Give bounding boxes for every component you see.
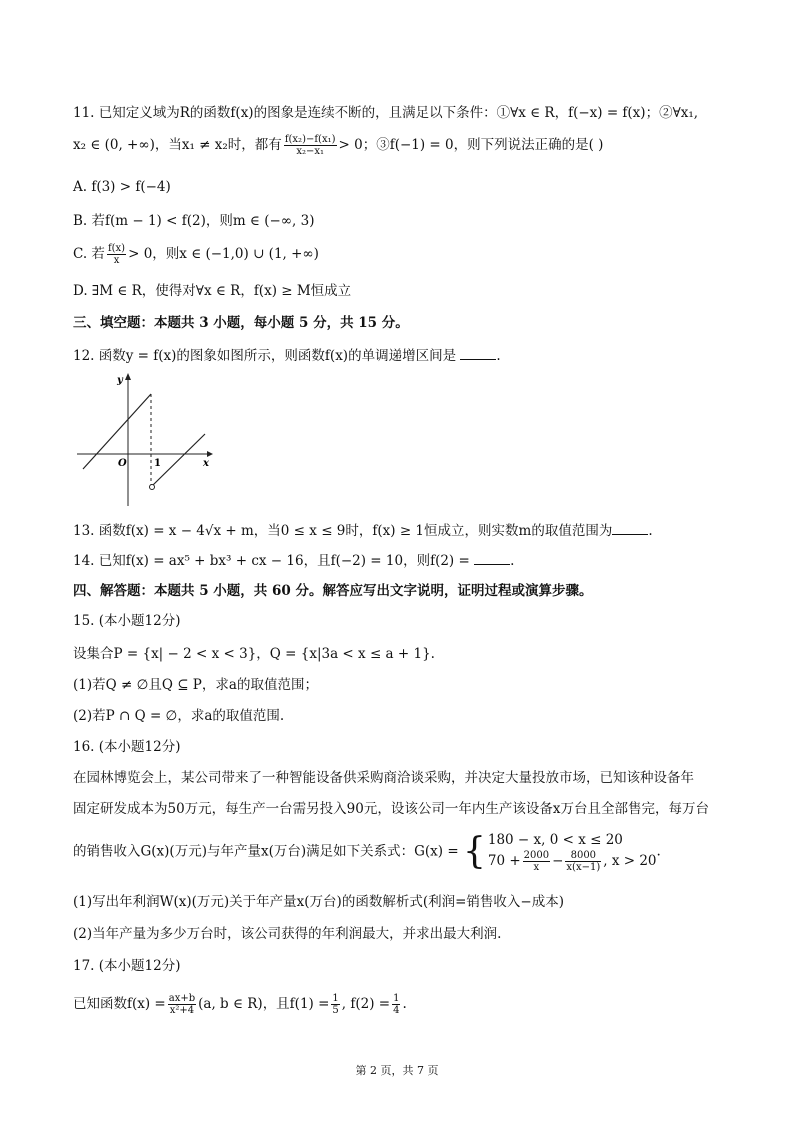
q11-frac-den: x₂−x₁	[296, 146, 324, 157]
q16-line5: (2)当年产量为多少万台时，该公司获得的年利润最大，并求出最大利润.	[73, 926, 502, 942]
case2-f2-num: 8000	[565, 850, 601, 862]
tick-one-label: 1	[154, 458, 161, 469]
q13-answer-blank[interactable]	[612, 521, 648, 535]
q16-line4: (1)写出年利润W(x)(万元)关于年产量x(万台)的函数解析式(利润=销售收入−成本)	[73, 894, 564, 910]
section3-heading: 三、填空题：本题共 3 小题，每小题 5 分，共 15 分。	[73, 315, 409, 331]
q16-line1: 在园林博览会上，某公司带来了一种智能设备供采购商洽谈采购，并决定大量投放市场，已知该种设备年	[73, 770, 694, 786]
q17-head: 17. (本小题12分)	[73, 958, 181, 974]
q11-option-a: A. f(3) > f(−4)	[73, 179, 171, 195]
q14-end: .	[510, 553, 515, 569]
piecewise-case-2	[488, 850, 657, 873]
x-axis-arrow	[207, 451, 213, 457]
case2-fraction-2	[565, 850, 601, 873]
q12-text	[73, 346, 501, 365]
q11-option-c	[73, 243, 319, 266]
case2-f1-den: x	[533, 862, 540, 873]
q14-question: 14. 已知f(x) = ax⁵ + bx³ + cx − 16，且f(−2) = 10，则f(2) =	[73, 553, 470, 569]
q12-graph	[73, 368, 218, 510]
q15-line1: 设集合P = {x| − 2 < x < 3}，Q = {x|3a < x ≤ a + 1}.	[73, 646, 435, 662]
q16-line3-pre: 的销售收入G(x)(万元)与年产量x(万台)满足如下关系式：G(x) =	[73, 843, 459, 860]
q17-v2-num: 1	[393, 993, 400, 1004]
q11-optc-fraction	[107, 243, 126, 266]
q11-line2-pre: x₂ ∈ (0, +∞)，当x₁ ≠ x₂时，都有	[73, 137, 282, 153]
q17-end: .	[402, 996, 407, 1012]
case2-mid: −	[552, 853, 564, 869]
q14-text	[73, 551, 514, 570]
piecewise-case-1: 180 − x, 0 < x ≤ 20	[487, 832, 623, 848]
open-point	[150, 485, 155, 490]
q14-answer-blank[interactable]	[474, 551, 510, 565]
q15-head: 15. (本小题12分)	[73, 613, 181, 629]
q12-question: 12. 函数y = f(x)的图象如图所示，则函数f(x)的单调递增区间是	[73, 348, 457, 364]
left-branch-line	[83, 394, 151, 469]
q16-line3-end: .	[656, 843, 661, 860]
q11-fraction	[284, 134, 337, 157]
q11-line2	[73, 134, 603, 157]
q17-f-den: x²+4	[169, 1005, 195, 1016]
q11-optc-post: > 0，则x ∈ (−1,0) ∪ (1, +∞)	[128, 246, 319, 262]
q11-option-d: D. ∃M ∈ R，使得对∀x ∈ R，f(x) ≥ M恒成立	[73, 283, 352, 299]
piecewise-cases	[488, 830, 657, 873]
q12-answer-blank[interactable]	[460, 346, 496, 360]
q16-piecewise	[463, 830, 657, 873]
q15-line3: (2)若P ∩ Q = ∅，求a的取值范围.	[73, 708, 285, 724]
case2-f1-num: 2000	[523, 850, 550, 861]
q17-line1	[73, 993, 407, 1016]
q16-line3	[73, 830, 661, 873]
q17-mid: (a, b ∈ R)，且f(1) =	[198, 996, 330, 1012]
section4-heading: 四、解答题：本题共 5 小题，共 60 分。解答应写出文字说明，证明过程或演算步骤。	[73, 583, 593, 599]
page-footer: 第 2 页，共 7 页	[355, 1064, 439, 1077]
q17-f-fraction	[168, 993, 196, 1016]
case2-post: , x > 20	[603, 853, 657, 869]
q16-line2: 固定研发成本为50万元，每生产一台需另投入90元，设该公司一年内生产该设备x万台且全部售完，每万台	[73, 801, 709, 817]
origin-label: O	[118, 458, 127, 469]
q11-frac-num: f(x₂)−f(x₁)	[284, 134, 336, 145]
q17-v1-fraction	[331, 993, 339, 1016]
q13-question: 13. 函数f(x) = x − 4√x + m，当0 ≤ x ≤ 9时，f(x) ≥ 1恒成立，则实数m的取值范围为	[73, 523, 613, 539]
q13-text	[73, 521, 653, 540]
q11-line1: 11. 已知定义域为R的函数f(x)的图象是连续不断的，且满足以下条件：①∀x ∈ R，f(−x) = f(x)；②∀x₁,	[73, 105, 699, 121]
q17-v2-den: 4	[393, 1005, 400, 1016]
q17-v1-num: 1	[332, 993, 339, 1004]
q16-head: 16. (本小题12分)	[73, 739, 181, 755]
y-axis-arrow	[125, 373, 131, 380]
x-axis-label: x	[203, 458, 209, 469]
q17-pre: 已知函数f(x) =	[73, 996, 166, 1012]
q17-f-num: ax+b	[168, 993, 196, 1004]
case2-fraction-1	[523, 850, 550, 873]
q17-sep: , f(2) =	[341, 996, 391, 1012]
piecewise-brace: {	[462, 830, 486, 872]
y-axis-label: y	[117, 375, 123, 386]
q17-v2-fraction	[392, 993, 400, 1016]
q15-line2: (1)若Q ≠ ∅且Q ⊆ P，求a的取值范围；	[73, 677, 318, 693]
q11-optc-den: x	[113, 255, 120, 266]
case2-pre: 70 +	[487, 853, 521, 869]
q11-line2-post: > 0；③f(−1) = 0，则下列说法正确的是( )	[338, 137, 604, 153]
q13-end: .	[648, 523, 653, 539]
q12-end: .	[496, 348, 501, 364]
q17-v1-den: 5	[332, 1005, 339, 1016]
q11-optc-num: f(x)	[107, 243, 126, 254]
q11-option-b: B. 若f(m − 1) < f(2)，则m ∈ (−∞, 3)	[73, 213, 315, 229]
case2-f2-den: x(x−1)	[566, 862, 601, 873]
q11-optc-pre: C. 若	[73, 246, 105, 262]
